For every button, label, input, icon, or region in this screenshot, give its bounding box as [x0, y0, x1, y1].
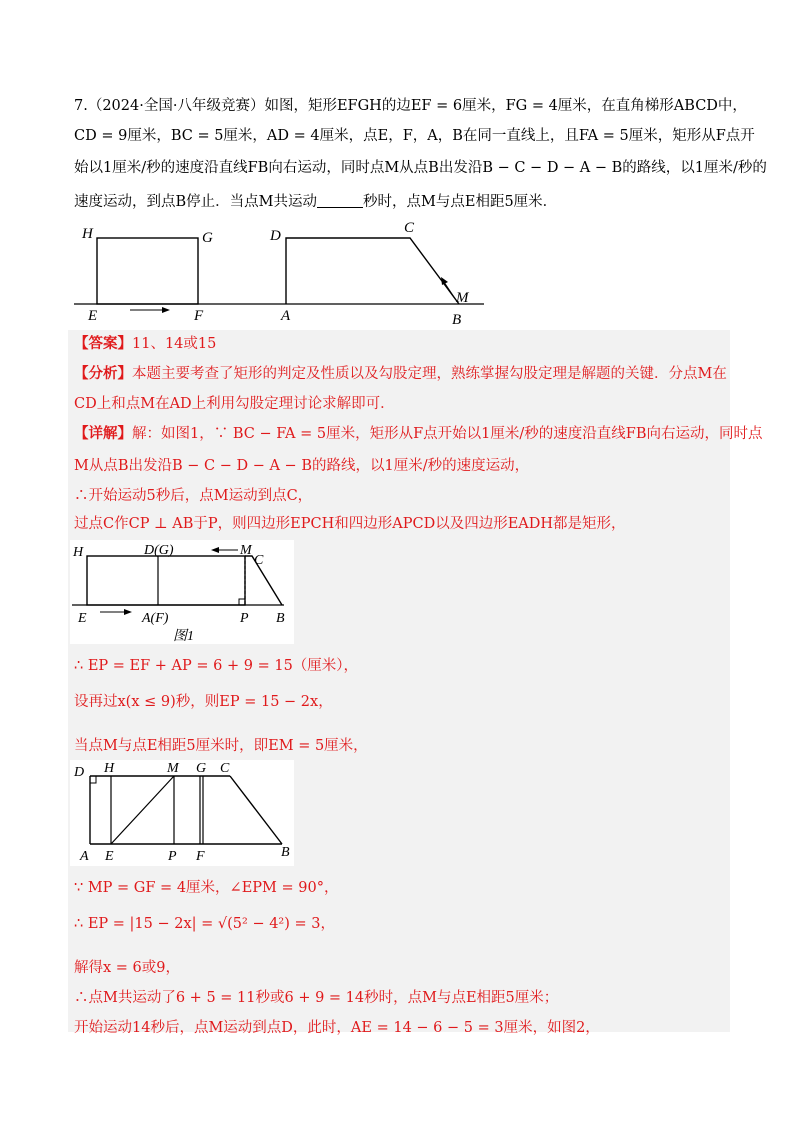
question-line-4-start: 速度运动，到点B停止．当点M共运动	[74, 194, 318, 210]
step-7: ∴点M共运动了6 + 5 = 11秒或6 + 9 = 14秒时，点M与点E相距5厘米；	[74, 990, 559, 1006]
main-figure	[66, 222, 496, 328]
question-line-4-end: 秒时，点M与点E相距5厘米．	[363, 194, 558, 210]
step-4: ∵ MP = GF = 4厘米，∠EPM = 90°，	[74, 880, 339, 896]
label-G: G	[202, 230, 213, 246]
detail-line-1	[74, 424, 762, 444]
step-2: 设再过x(x ≤ 9)秒，则EP = 15 − 2x，	[74, 694, 333, 710]
fig1-label-DG: D(G)	[144, 543, 174, 558]
fig1-label-M: M	[240, 543, 252, 558]
analysis-text-1: 本题主要考查了矩形的判定及性质以及勾股定理，熟练掌握勾股定理是解题的关键．分点M在	[132, 366, 727, 382]
label-F: F	[194, 308, 204, 324]
detail-tag: 【详解】	[74, 425, 132, 442]
question-line-3: 始以1厘米/秒的速度沿直线FB向右运动，同时点M从点B出发沿B − C − D − A − B的路线，以1厘米/秒的	[74, 160, 767, 176]
detail-line-2: M从点B出发沿B − C − D − A − B的路线，以1厘米/秒的速度运动，	[74, 458, 530, 474]
label-E: E	[88, 308, 98, 324]
fig2-label-P: P	[168, 849, 177, 864]
detail-line-3: ∴开始运动5秒后，点M运动到点C，	[74, 488, 313, 504]
step-1: ∴ EP = EF + AP = 6 + 9 = 15（厘米），	[74, 658, 359, 674]
fig2-label-D: D	[74, 765, 85, 780]
label-B: B	[452, 312, 462, 328]
fig1-label-AF: A(F)	[142, 611, 169, 626]
fig2-label-B: B	[281, 845, 290, 860]
analysis-line-1	[74, 364, 727, 384]
label-M: M	[456, 290, 469, 306]
label-C: C	[404, 222, 415, 236]
detail-text-1: 解：如图1，∵ BC − FA = 5厘米，矩形从F点开始以1厘米/秒的速度沿直线FB向右运动，同时点	[132, 426, 763, 442]
answer-blank	[317, 193, 363, 208]
step-5: ∴ EP = |15 − 2x| = √(5² − 4²) = 3，	[74, 916, 335, 932]
fig1-label-E: E	[78, 611, 87, 626]
fig1-label-P: P	[240, 611, 249, 626]
answer-tag: 【答案】	[74, 335, 132, 352]
fig2-label-C: C	[220, 761, 230, 776]
answer-line	[74, 334, 216, 354]
fig2-label-E: E	[105, 849, 114, 864]
fig1-label-B: B	[276, 611, 285, 626]
question-line-2: CD = 9厘米，BC = 5厘米，AD = 4厘米，点E，F，A，B在同一直线上，且FA = 5厘米，矩形从F点开	[74, 128, 755, 144]
question-line-1: 7.（2024·全国·八年级竞赛）如图，矩形EFGH的边EF = 6厘米，FG = 4厘米，在直角梯形ABCD中，	[74, 98, 747, 114]
step-3: 当点M与点E相距5厘米时，即EM = 5厘米，	[74, 738, 368, 754]
fig1-caption: 图1	[173, 629, 194, 644]
answer-text: 11、14或15	[132, 336, 217, 352]
label-H: H	[82, 226, 93, 242]
fig2-label-H: H	[104, 761, 115, 776]
fig2-label-M: M	[167, 761, 179, 776]
question-line-4	[74, 192, 557, 212]
detail-line-4: 过点C作CP ⊥ AB于P，则四边形EPCH和四边形APCD以及四边形EADH都是矩形，	[74, 516, 626, 532]
fig2-label-A: A	[80, 849, 89, 864]
fig1-label-H: H	[73, 545, 84, 560]
analysis-tag: 【分析】	[74, 365, 132, 382]
fig1-label-C: C	[254, 553, 264, 568]
label-D: D	[270, 228, 281, 244]
analysis-line-2: CD上和点M在AD上利用勾股定理讨论求解即可．	[74, 396, 395, 412]
fig2-label-G: G	[196, 761, 207, 776]
step-6: 解得x = 6或9，	[74, 960, 180, 976]
label-A: A	[281, 308, 291, 324]
figure-1	[70, 540, 294, 644]
fig2-label-F: F	[196, 849, 205, 864]
figure-2	[70, 760, 294, 866]
step-8: 开始运动14秒后，点M运动到点D，此时，AE = 14 − 6 − 5 = 3厘米，如图2，	[74, 1020, 600, 1036]
